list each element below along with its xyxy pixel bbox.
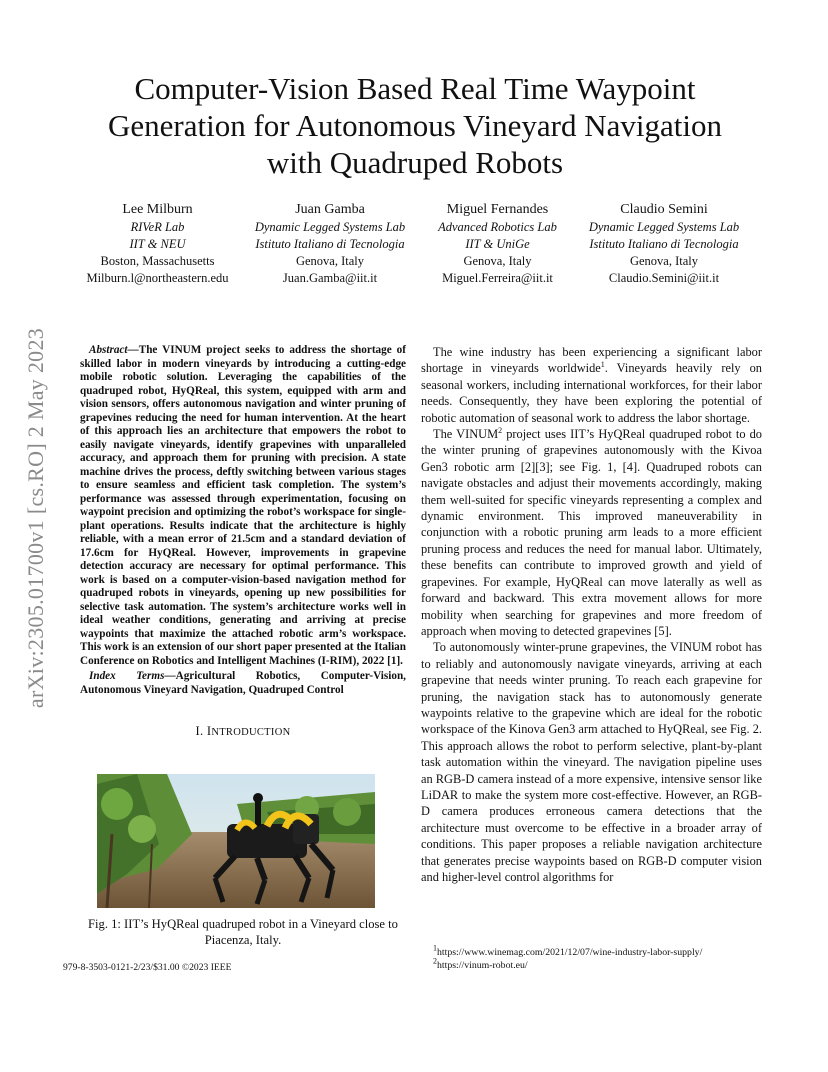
right-column: [421, 344, 762, 885]
author-location: Genova, Italy: [629, 254, 699, 268]
footnote-mark: 1: [600, 360, 605, 370]
left-column: [80, 344, 406, 761]
abstract-text: The VINUM project seeks to address the shortage of skilled labor in modern vineyards by introducing a cutting-edge mobile robotic solution. Leveraging the capabilities of the quadruped robot, HyQReal, this system, equipped with arm and vision sensors, offers autonomous navigation and winter pruning of grapevines reducing the need for human intervention. At the heart of this approach lies an architecture that empowers the robot to easily navigate vineyards, identify grapevines with unparalleled accuracy, and approach them for pruning with precision. A state machine drives the process, deftly switching between various stages to ensure seamless and efficient task completion. The system’s performance was assessed through experimentation, focusing on waypoint precision and optimizing the robot’s workspace for single-plant operations. Results indicate that the architecture is highly reliable, with a mean error of 21.5cm and a standard deviation of 17.6cm for HyQReal. However, improvements in grapevine detection accuracy are necessary for optimal performance. This work is based on a computer-vision-based navigation method for quadruped robots in vineyards, opening up new possibilities for selective task automation. The system’s architecture works well in ideal weather conditions, generating and arriving at precise waypoints that maximize the attached robotic arm’s workspace. This work is an extension of our short paper presented at the Italian Conference on Robotics and Intelligent Machines (I-RIM), 2022 [1].: [80, 344, 406, 667]
index-terms-text: Agricultural Robotics, Computer-Vision, Autonomous Vineyard Navigation, Quadruped Control: [80, 670, 406, 696]
vineyard-robot-illustration: [97, 774, 375, 908]
author-name: Miguel Fernandes: [446, 202, 549, 217]
footnote-link[interactable]: https://vinum-robot.eu/: [437, 960, 528, 971]
footnote-mark: 2: [498, 425, 503, 435]
author-email: Miguel.Ferreira@iit.it: [442, 271, 553, 285]
intro-paragraph: To autonomously winter-prune grapevines, the VINUM robot has to reliably and autonomously navigate vineyards, arriving at each grapevine that needs winter pruning. To reach each grapevine for pruning, the navigation stack has to autonomously generate waypoints relative to the grapevine which are ideal for the robotic workspace of the Kinova Gen3 arm attached to HyQReal, see Fig. 2. This approach allows the robot to perform selective, plant-by-plant task automation within the vineyard. The navigation pipeline uses an RGB-D camera instead of a more expensive, intensive sensor like LiDAR to make the system more cost-effective. However, an RGB-D camera produces erroneous camera detections that the architecture must overcome to be effective in a broader array of conditions. This paper proposes a reliable navigation architecture that generates precise waypoints based on RGB-D computer vision and higher-level control algorithms for: [421, 640, 762, 884]
author-email: Milburn.l@northeastern.edu: [86, 271, 229, 285]
paragraph-text: project uses IIT’s HyQReal quadruped robot to do the winter pruning of grapevines autonomously with the Kivoa Gen3 robotic arm [2][3]; see Fig. 1, [4]. Quadruped robots can navigate obstacles and adjust their movements accordingly, making them well-suited for specific vineyards representing a complex and dynamic environment. This improved maneuverability in conjunction with a robotic pruning arm leads to a more efficient pruning process and reduces the need for manual labor. Ultimately, these benefits can contribute to improved growth and yield of grapevines. For example, HyQReal can move laterally as well as forward and backward. This extra movement allows for more mobility when searching for grapevines and more freedom of approach when moving to detected grapevines [5].: [421, 427, 762, 638]
author-affiliation: IIT & UniGe: [465, 237, 530, 251]
intro-paragraph: [421, 344, 762, 426]
footnote-link[interactable]: https://www.winemag.com/2021/12/07/wine-industry-labor-supply/: [437, 947, 703, 958]
author-affiliation: Dynamic Legged Systems Lab: [588, 220, 740, 234]
paragraph-text: The wine industry has been experiencing a significant labor shortage in vineyards worldwide: [421, 345, 762, 376]
section-initial: I: [206, 724, 212, 738]
footnote: [421, 943, 762, 959]
author-location: Genova, Italy: [463, 254, 532, 268]
author-name: Lee Milburn: [122, 202, 193, 217]
section-number: I.: [195, 724, 204, 738]
figure-robot-photo: [97, 774, 375, 908]
arxiv-sidebar: [18, 283, 54, 753]
author-email: Claudio.Semini@iit.it: [608, 271, 720, 285]
paper-title: [70, 70, 760, 181]
arxiv-identifier: arXiv:2305.01700v1 [cs.RO] 2 May 2023: [23, 327, 48, 709]
index-terms: Index Terms—Agricultural Robotics, Computer-Vision, Autonomous Vineyard Navigation, Quadruped Control: [80, 670, 406, 696]
author-location: Boston, Massachusetts: [100, 254, 215, 268]
title-line: Computer-Vision Based Real Time Waypoint: [134, 71, 696, 106]
copyright-notice: 979-8-3503-0121-2/23/$31.00 ©2023 IEEE: [63, 962, 232, 973]
footnote-number: 1: [433, 943, 437, 953]
footnote: [421, 956, 762, 972]
author-location: Genova, Italy: [295, 254, 365, 268]
footnote-number: 2: [433, 956, 437, 966]
index-terms-label: Index Terms: [89, 670, 165, 682]
author-affiliation: Istituto Italiano di Tecnologia: [589, 237, 739, 251]
author-card: [425, 201, 570, 287]
title-line: Generation for Autonomous Vineyard Navigation: [108, 108, 722, 143]
paragraph-text: The VINUM: [433, 427, 499, 442]
author-affiliation: Advanced Robotics Lab: [438, 220, 557, 234]
section-title-rest: NTRODUCTION: [211, 727, 291, 738]
intro-paragraph: [421, 426, 762, 639]
author-name: Juan Gamba: [295, 202, 365, 217]
author-affiliation: Dynamic Legged Systems Lab: [254, 220, 406, 234]
author-affiliation: Istituto Italiano di Tecnologia: [255, 237, 405, 251]
paragraph-text: . Vineyards heavily rely on seasonal workers, including international workforces, for their labor needs. Consequently, they have been exploring the potential of robotic automation of seasonal work to address the labor shortage.: [421, 361, 762, 425]
abstract-label: Abstract: [89, 344, 128, 356]
author-affiliation: RIVeR Lab: [130, 220, 185, 234]
figure-caption: Fig. 1: IIT’s HyQReal quadruped robot in a Vineyard close to Piacenza, Italy.: [88, 917, 398, 947]
author-affiliation: IIT & NEU: [129, 237, 186, 251]
abstract: Abstract—The VINUM project seeks to address the shortage of skilled labor in modern vineyards by introducing a cutting-edge mobile robotic solution. Leveraging the capabilities of the quadruped robot, HyQReal, this system, equipped with arm and vision sensors, offers autonomous navigation and winter pruning of grapevines reducing the need for human intervention. At the heart of this approach lies an architecture that empowers the robot to easily navigate vineyards, identify grapevines with unparalleled accuracy, and approach them for pruning with precision. A state machine drives the process, deftly switching between various stages to ensure seamless and efficient task completion. The system’s performance was assessed through experimentation, focusing on waypoint precision and optimizing the robot’s workspace for single-plant operations. Results indicate that the architecture is highly reliable, with a mean error of 21.5cm and a standard deviation of 17.6cm for HyQReal. However, improvements in grapevine detection accuracy are necessary for optimal performance. This work is based on a computer-vision-based navigation method for quadruped robots in vineyards, opening up new possibilities for selective task automation. The system’s architecture works well in ideal weather conditions, generating and arriving at precise waypoints that maximize the attached robotic arm’s workspace. This work is an extension of our short paper presented at the Italian Conference on Robotics and Intelligent Machines (I-RIM), 2022 [1].: [80, 344, 406, 667]
author-card: [578, 201, 750, 287]
author-card: [80, 201, 235, 287]
footnotes: [421, 943, 762, 972]
author-email: Juan.Gamba@iit.it: [282, 271, 378, 285]
author-name: Claudio Semini: [620, 202, 708, 217]
section-heading: [80, 723, 406, 741]
title-line: with Quadruped Robots: [266, 145, 564, 180]
author-card: [244, 201, 416, 287]
